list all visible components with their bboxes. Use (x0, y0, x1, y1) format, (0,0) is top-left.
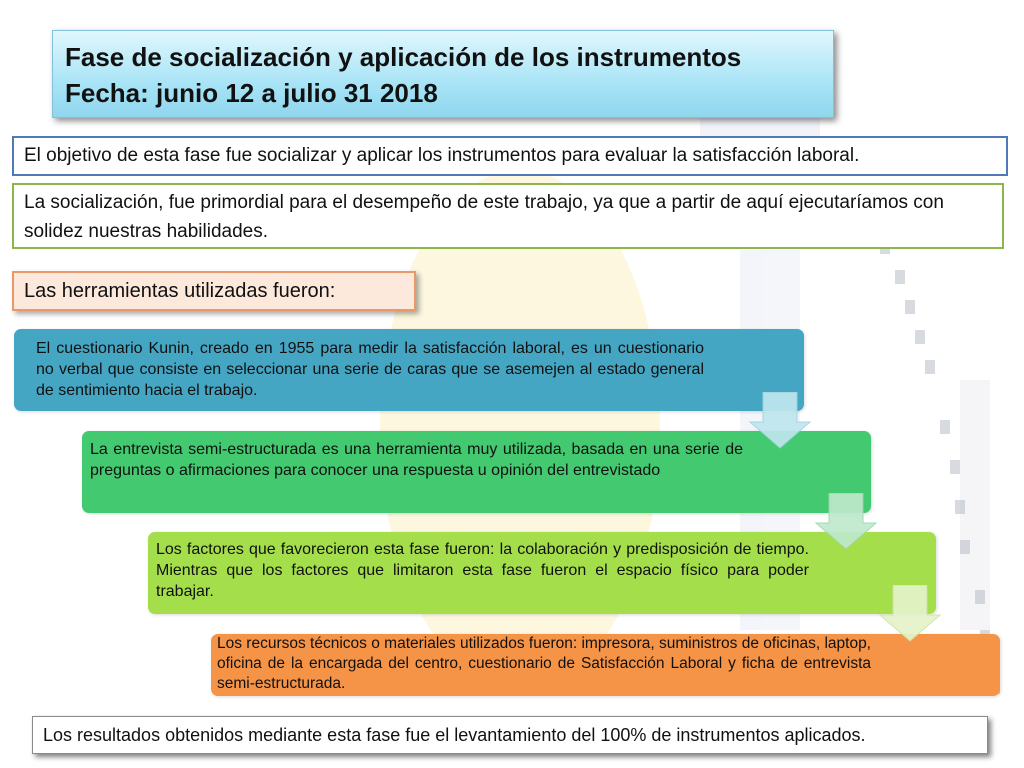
step-4-text: Los recursos técnicos o materiales utilizados fueron: impresora, suministros de oficinas, laptop, oficina de la encargada del centro, cuestionario de Satisfacción Laboral y ficha de entrevista semi-estructurada. (217, 635, 871, 692)
tools-heading: Las herramientas utilizadas fueron: (24, 280, 336, 302)
down-arrow-icon (748, 392, 812, 450)
tools-heading-box (12, 271, 416, 311)
results-text: Los resultados obtenidos mediante esta fase fue el levantamiento del 100% de instrumentos aplicados. (43, 725, 866, 745)
step-3-text: Los factores que favorecieron esta fase fueron: la colaboración y predisposición de tiempo. Mientras que los factores que limitaron esta fase fueron el espacio físico para poder trabajar. (156, 541, 809, 600)
slide-title: Fase de socialización y aplicación de los instrumentos (65, 42, 742, 72)
down-arrow-icon (878, 585, 942, 643)
down-arrow-icon (814, 493, 878, 551)
step-1-text: El cuestionario Kunin, creado en 1955 para medir la satisfacción laboral, es un cuestionario no verbal que consiste en seleccionar una serie de caras que se asemejen al estado general de sentimiento hacia el trabajo. (36, 340, 704, 399)
socialization-text: La socialización, fue primordial para el desempeño de este trabajo, ya que a partir de aquí ejecutaríamos con solidez nuestras habilidades. (24, 192, 944, 242)
results-box (32, 716, 988, 754)
step-2-text: La entrevista semi-estructurada es una herramienta muy utilizada, basada en una serie de preguntas o afirmaciones para conocer una respuesta u opinión del entrevistado (90, 441, 743, 479)
slide-date: Fecha: junio 12 a julio 31 2018 (65, 78, 438, 108)
slide-title-box (52, 30, 834, 118)
process-step-1 (14, 329, 804, 411)
objective-text: El objetivo de esta fase fue socializar y aplicar los instrumentos para evaluar la satisfacción laboral. (24, 145, 860, 166)
socialization-box (12, 183, 1004, 249)
process-step-4 (211, 634, 1000, 696)
objective-box (12, 136, 1008, 176)
